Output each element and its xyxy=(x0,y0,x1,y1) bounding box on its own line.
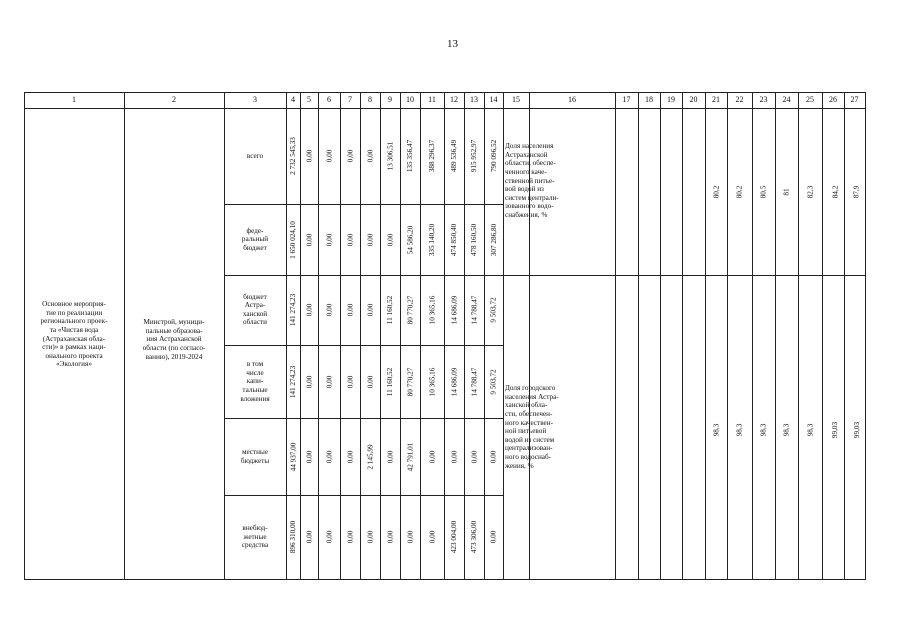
indicator-name-line: ной питьевой xyxy=(505,427,547,436)
amount-value: 14 686,09 xyxy=(449,367,458,396)
column-header-15: 15 xyxy=(512,95,520,104)
indicator-cell xyxy=(638,108,661,276)
funding-source-label-line: внебюд- xyxy=(242,524,268,532)
amount-value: 0,00 xyxy=(365,149,374,163)
indicator-value: 98,3 xyxy=(735,423,744,437)
amount-value: 0,00 xyxy=(345,450,354,463)
amount-value: 473 306,00 xyxy=(470,520,479,554)
indicator-cell xyxy=(638,275,661,580)
funding-source-label-line: в том xyxy=(246,360,264,368)
amount-value: 0,00 xyxy=(304,233,313,246)
indicator-name-line: Доля населения xyxy=(505,142,554,150)
indicator-value: 98,3 xyxy=(759,423,768,437)
funding-source-label xyxy=(226,227,284,253)
column-header-19: 19 xyxy=(667,95,675,104)
funding-source-label-line: области xyxy=(242,318,268,327)
funding-source-label-line: вложения xyxy=(240,394,270,403)
amount-value: 0,00 xyxy=(385,233,394,246)
amount-value: 0,00 xyxy=(304,303,313,317)
amount-value: 0,00 xyxy=(324,149,333,163)
amount-value: 14 686,09 xyxy=(449,295,458,325)
funding-source-label xyxy=(226,293,284,328)
column-header-21: 21 xyxy=(712,95,720,104)
indicator-cell xyxy=(660,108,683,276)
amount-value: 307 286,80 xyxy=(489,223,498,256)
amount-value: 0,00 xyxy=(427,530,436,544)
column-header-23: 23 xyxy=(759,95,768,104)
indicator-name xyxy=(505,384,559,470)
amount-value: 141 274,23 xyxy=(289,293,298,327)
amount-value: 9 503,72 xyxy=(489,297,498,323)
funding-source-label-line: местные xyxy=(241,448,269,456)
indicator-name-line: сти, обеспечен- xyxy=(505,409,553,418)
funding-source-label-line: ханской xyxy=(242,309,268,318)
column-header-22: 22 xyxy=(735,95,744,104)
amount-value: 0,00 xyxy=(365,303,374,317)
measure-name-text-line: (Астраханская обла- xyxy=(42,334,106,343)
amount-value: 0,00 xyxy=(324,530,333,544)
amount-value: 44 937,00 xyxy=(288,442,297,471)
amount-value: 0,00 xyxy=(489,530,498,544)
funding-source-label-line: ральный xyxy=(241,235,269,244)
executor-text-line: ния Астраханской xyxy=(146,335,202,344)
indicator-value: 81 xyxy=(782,188,791,196)
funding-source-label-line: бюджет xyxy=(243,292,267,301)
funding-source-label-line: тальные xyxy=(242,385,268,394)
amount-value: 0,00 xyxy=(304,149,313,163)
indicator-name-line: водой из систем xyxy=(505,435,555,444)
indicator-name-line: населения Астра- xyxy=(505,392,559,401)
amount-value: 0,00 xyxy=(449,450,458,463)
column-header-7: 7 xyxy=(348,95,352,104)
amount-value: 0,00 xyxy=(324,450,333,463)
amount-value: 915 952,97 xyxy=(470,139,479,173)
executor-text-line: пальные образова- xyxy=(145,326,203,335)
column-header-16: 16 xyxy=(568,95,576,104)
indicator-name-line: зованного водо- xyxy=(505,202,554,211)
indicator-value: 98,3 xyxy=(805,423,814,437)
indicator-name-line: ного качествен- xyxy=(505,418,553,427)
amount-value: 11 160,52 xyxy=(386,367,395,396)
indicator-value: 80,5 xyxy=(759,185,768,199)
indicator-name-line: Астраханской xyxy=(505,150,548,159)
amount-value: 0,00 xyxy=(365,375,374,388)
indicator-cell xyxy=(615,108,639,276)
indicator-cell xyxy=(682,275,706,580)
measure-name-text-line: «Экология» xyxy=(56,360,92,369)
funding-source-label xyxy=(226,448,284,465)
amount-value: 0,00 xyxy=(345,233,354,246)
page-number: 13 xyxy=(447,38,458,50)
funding-source-label-line: числе xyxy=(246,368,264,377)
indicator-value: 80,2 xyxy=(735,185,744,199)
indicator-value: 87,9 xyxy=(852,185,861,199)
column-header-11: 11 xyxy=(428,95,436,104)
indicator-name-line: вой водой из xyxy=(505,185,544,194)
indicator-value: 80,2 xyxy=(711,185,720,199)
amount-value: 0,00 xyxy=(489,450,498,463)
column-header-25: 25 xyxy=(806,95,814,104)
amount-value: 14 788,47 xyxy=(469,295,478,325)
funding-source-label-line: феде- xyxy=(246,226,264,235)
amount-value: 10 365,16 xyxy=(427,367,436,396)
measure-name-text-line: онального проекта xyxy=(45,351,103,360)
funding-source-label-line: всего xyxy=(246,151,264,160)
indicator-value: 99,03 xyxy=(831,421,840,439)
indicator-name-line: ного водоснаб- xyxy=(505,453,552,462)
amount-value: 135 356,47 xyxy=(406,139,415,173)
amount-value: 0,00 xyxy=(365,530,374,544)
amount-value: 2 145,99 xyxy=(366,443,375,470)
funding-source-label-line: средства xyxy=(241,541,269,550)
amount-value: 0,00 xyxy=(345,530,354,544)
amount-value: 2 732 545,33 xyxy=(288,137,297,175)
amount-value: 335 140,20 xyxy=(428,223,437,256)
indicator-name-line: ственной питье- xyxy=(505,176,555,185)
executor-text-line: ванию), 2019-2024 xyxy=(145,352,203,361)
amount-value: 0,00 xyxy=(427,450,436,463)
indicator-cell xyxy=(660,275,683,580)
indicator-name-line: ченного каче- xyxy=(505,167,547,176)
executor-text-line: Минстрой, муници- xyxy=(143,318,205,326)
column-header-6: 6 xyxy=(327,95,331,104)
column-header-9: 9 xyxy=(388,95,392,104)
column-header-14: 14 xyxy=(489,95,498,104)
amount-value: 0,00 xyxy=(304,450,313,463)
amount-value: 80 770,27 xyxy=(405,367,414,396)
column-header-3: 3 xyxy=(253,95,257,104)
indicator-name-line: централизован- xyxy=(505,444,553,453)
funding-source-label-line: жетные xyxy=(243,532,267,541)
executor-text xyxy=(126,318,222,361)
measure-name-text-line: та «Чистая вода xyxy=(49,325,99,334)
funding-source-label xyxy=(226,524,284,550)
indicator-value: 82,3 xyxy=(805,185,814,199)
amount-value: 0,00 xyxy=(345,303,354,317)
amount-value: 896 310,00 xyxy=(289,520,298,554)
indicator-name-line: жения, % xyxy=(505,461,534,470)
indicator-name-line: снабжения, % xyxy=(505,211,548,220)
measure-name-text-line: Основное мероприя- xyxy=(42,300,106,308)
column-header-26: 26 xyxy=(829,95,837,104)
column-header-20: 20 xyxy=(689,95,698,104)
indicator-value: 99,03 xyxy=(852,421,861,439)
program-table xyxy=(24,92,878,579)
amount-value: 0,00 xyxy=(385,530,394,544)
amount-value: 10 365,16 xyxy=(427,295,436,325)
amount-value: 790 096,52 xyxy=(489,139,498,173)
indicator-value: 98,3 xyxy=(711,423,720,437)
column-header-1: 1 xyxy=(72,95,76,104)
column-header-2: 2 xyxy=(172,95,176,104)
amount-value: 42 791,01 xyxy=(405,442,414,471)
funding-source-label-line: Астра- xyxy=(244,301,266,310)
measure-name-text-line: тие по реализации xyxy=(45,308,103,317)
amount-value: 388 296,37 xyxy=(428,139,437,173)
amount-value: 0,00 xyxy=(304,375,313,388)
indicator-name-line: ханской обла- xyxy=(505,401,548,410)
indicator-cell xyxy=(682,108,706,276)
funding-source-label-line: бюджет xyxy=(243,243,267,252)
amount-value: 141 274,23 xyxy=(289,365,298,398)
column-header-12: 12 xyxy=(450,95,458,104)
indicator-name-line: систем централи- xyxy=(505,193,559,202)
amount-value: 0,00 xyxy=(365,233,374,246)
indicator-name-line: Доля городского xyxy=(505,384,556,392)
column-header-8: 8 xyxy=(368,95,372,104)
amount-value: 0,00 xyxy=(469,450,478,463)
amount-value: 0,00 xyxy=(405,530,414,544)
amount-value: 0,00 xyxy=(324,303,333,317)
amount-value: 423 004,00 xyxy=(450,520,459,554)
amount-value: 11 160,52 xyxy=(386,295,395,325)
indicator-name-line: области, обеспе- xyxy=(505,159,556,168)
amount-value: 0,00 xyxy=(304,530,313,544)
indicator-value: 98,3 xyxy=(782,423,791,437)
amount-value: 0,00 xyxy=(385,450,394,463)
amount-value: 14 788,47 xyxy=(469,367,478,396)
funding-source-label-line: капи- xyxy=(246,377,264,386)
amount-value: 489 536,49 xyxy=(450,139,459,173)
column-header-4: 4 xyxy=(291,95,295,104)
funding-source-label xyxy=(226,360,284,403)
amount-value: 0,00 xyxy=(345,149,354,163)
column-header-18: 18 xyxy=(645,95,653,104)
amount-value: 474 850,40 xyxy=(450,223,459,256)
amount-value: 0,00 xyxy=(345,375,354,388)
funding-source-label-line: бюджеты xyxy=(240,456,270,465)
amount-value: 1 650 024,10 xyxy=(288,220,297,259)
indicator-value: 84,2 xyxy=(830,185,839,199)
amount-value: 54 586,20 xyxy=(405,225,414,254)
indicator-name xyxy=(505,142,559,220)
amount-value: 13 306,51 xyxy=(385,141,394,171)
column-header-13: 13 xyxy=(470,95,478,104)
amount-value: 9 503,72 xyxy=(489,368,498,395)
column-header-17: 17 xyxy=(622,95,631,104)
column-header-24: 24 xyxy=(782,95,791,104)
column-header-10: 10 xyxy=(406,95,414,104)
measure-name-text xyxy=(26,300,122,369)
funding-source-label xyxy=(226,152,284,161)
amount-value: 478 160,50 xyxy=(470,223,479,256)
executor-text-line: области (по согласо- xyxy=(142,343,206,352)
measure-name-text-line: сти)» в рамках наци- xyxy=(42,343,106,352)
amount-value: 0,00 xyxy=(324,375,333,388)
column-header-5: 5 xyxy=(307,95,311,104)
column-header-27: 27 xyxy=(850,95,859,104)
amount-value: 80 770,27 xyxy=(405,295,414,325)
amount-value: 0,00 xyxy=(324,233,333,246)
measure-name-text-line: регионального проек- xyxy=(40,317,108,326)
indicator-cell xyxy=(615,275,639,580)
